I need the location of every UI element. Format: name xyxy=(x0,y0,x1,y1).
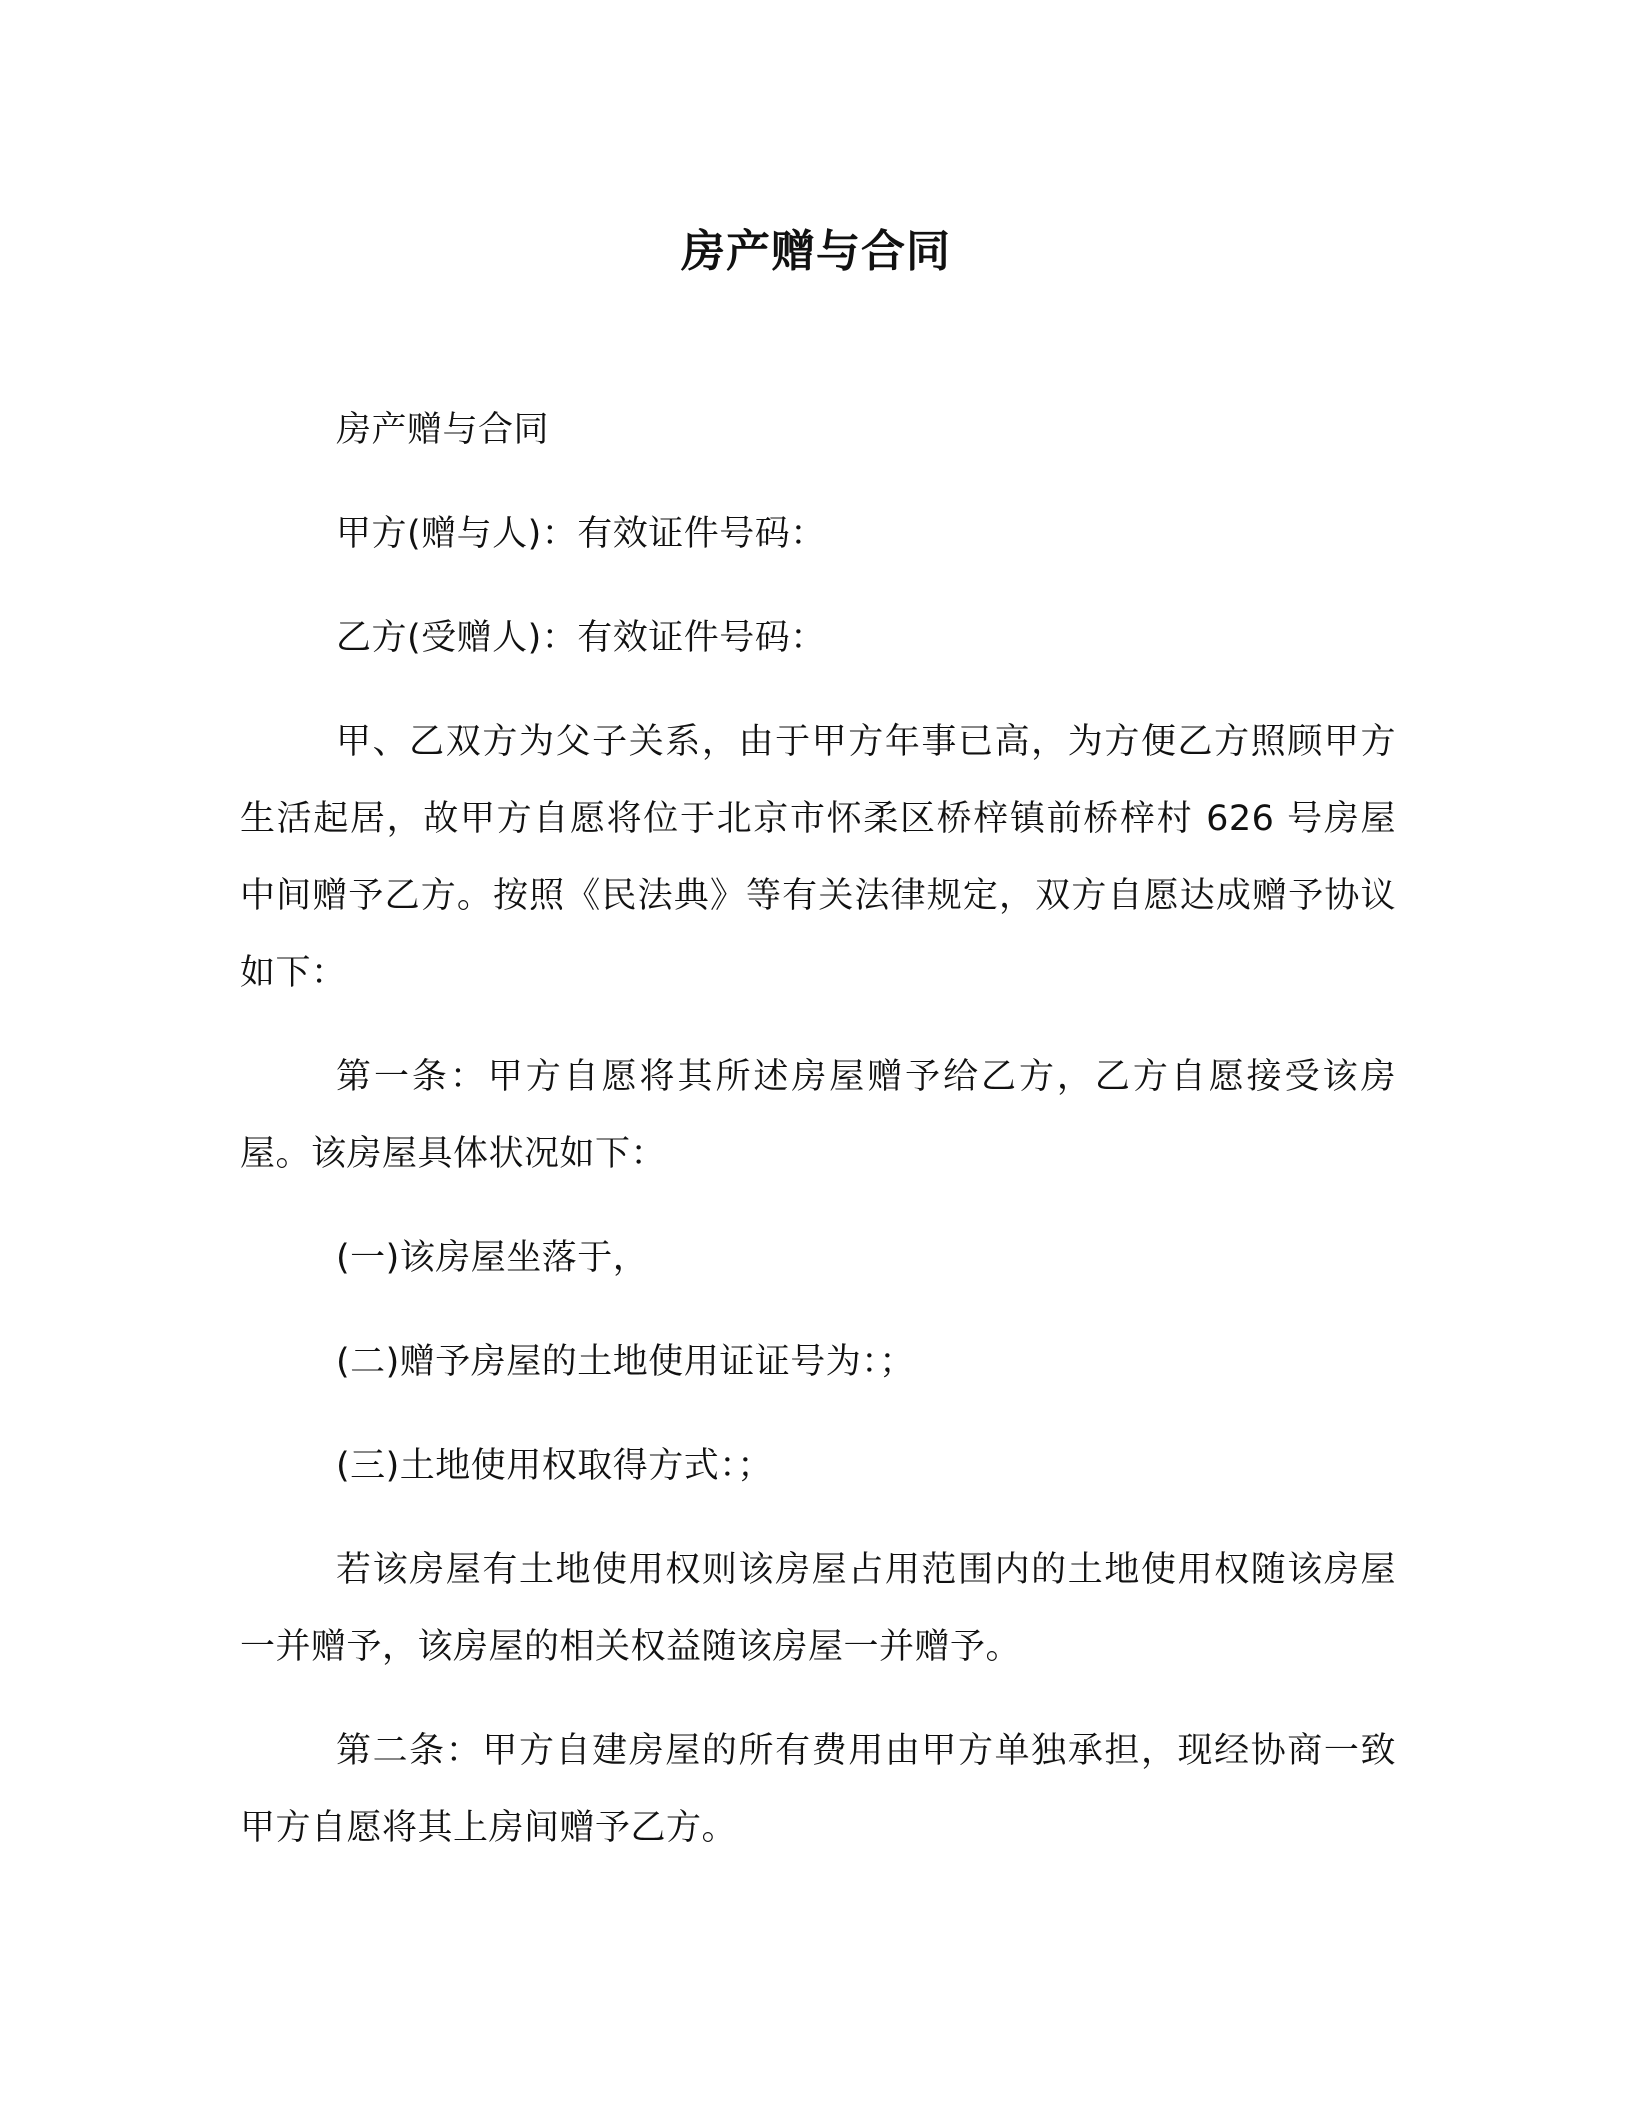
party-a-line: 甲方(赠与人)：有效证件号码： xyxy=(336,514,826,554)
land-rights-paragraph: 若该房屋有土地使用权则该房屋占用范围内的土地使用权随该房屋一并赠予，该房屋的相关权益随该房屋一并赠予。 xyxy=(240,1550,1396,1667)
subtitle-paragraph: 房产赠与合同 xyxy=(336,410,550,450)
party-b-line: 乙方(受赠人)：有效证件号码： xyxy=(336,618,826,658)
article-2-paragraph: 第二条：甲方自建房屋的所有费用由甲方单独承担，现经协商一致甲方自愿将其上房间赠予乙方。 xyxy=(240,1731,1396,1848)
item-1-location: (一)该房屋坐落于， xyxy=(336,1238,649,1278)
document-body xyxy=(240,392,1396,1894)
item-2-land-certificate: (二)赠予房屋的土地使用证证号为：； xyxy=(336,1342,915,1382)
document-title: 房产赠与合同 xyxy=(681,226,951,277)
preamble-paragraph: 甲、乙双方为父子关系，由于甲方年事已高，为方便乙方照顾甲方生活起居，故甲方自愿将位于北京市怀柔区桥梓镇前桥梓村 626 号房屋中间赠予乙方。按照《民法典》等有关法律规定，双方自愿达成赠予协议如下： xyxy=(240,722,1396,993)
article-1-paragraph: 第一条：甲方自愿将其所述房屋赠予给乙方，乙方自愿接受该房屋。该房屋具体状况如下： xyxy=(240,1057,1396,1174)
item-3-land-acquisition: (三)土地使用权取得方式：； xyxy=(336,1446,773,1486)
